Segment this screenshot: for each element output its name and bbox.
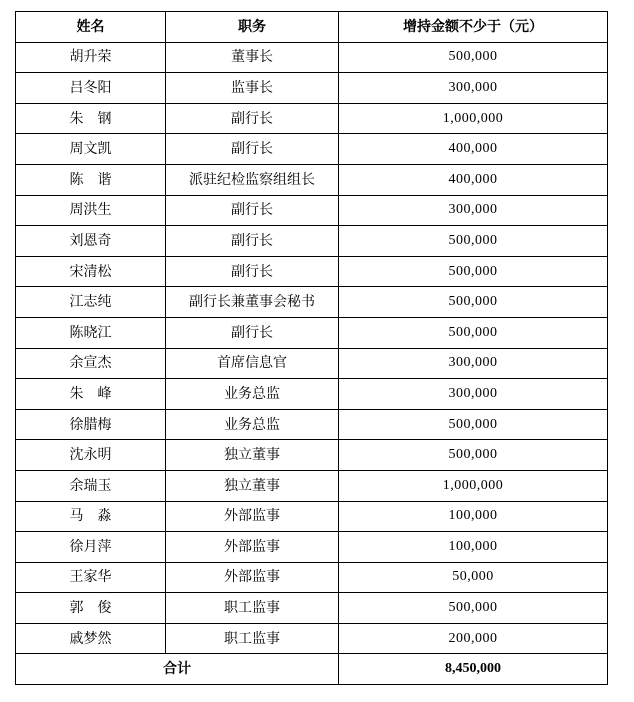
cell-amount: 500,000 [339,317,608,348]
cell-position: 外部监事 [166,501,339,532]
cell-name: 陈晓江 [16,317,166,348]
header-amount: 增持金额不少于（元） [339,12,608,43]
shareholding-increase-table [15,11,608,685]
cell-position: 副行长 [166,103,339,134]
table-row [16,409,608,440]
table-row [16,593,608,624]
table-row [16,317,608,348]
header-position: 职务 [166,12,339,43]
cell-amount: 100,000 [339,501,608,532]
cell-position: 副行长 [166,226,339,257]
table-row [16,42,608,73]
cell-name: 吕冬阳 [16,73,166,104]
cell-amount: 500,000 [339,593,608,624]
table-row [16,103,608,134]
table-body [16,42,608,654]
header-name: 姓名 [16,12,166,43]
table-row [16,440,608,471]
table-row [16,501,608,532]
cell-position: 首席信息官 [166,348,339,379]
cell-name: 戚梦然 [16,623,166,654]
cell-amount: 300,000 [339,73,608,104]
cell-amount: 500,000 [339,287,608,318]
table-row [16,256,608,287]
cell-position: 职工监事 [166,623,339,654]
cell-name: 刘恩奇 [16,226,166,257]
cell-amount: 400,000 [339,164,608,195]
cell-position: 外部监事 [166,562,339,593]
cell-name: 郭 俊 [16,593,166,624]
table-header-row [16,12,608,43]
cell-position: 副行长 [166,256,339,287]
cell-amount: 500,000 [339,42,608,73]
table-row [16,287,608,318]
cell-name: 余宣杰 [16,348,166,379]
cell-amount: 1,000,000 [339,470,608,501]
cell-name: 陈 谐 [16,164,166,195]
cell-amount: 500,000 [339,440,608,471]
table-row [16,532,608,563]
cell-amount: 50,000 [339,562,608,593]
cell-amount: 400,000 [339,134,608,165]
cell-name: 周洪生 [16,195,166,226]
table-row [16,164,608,195]
cell-name: 王家华 [16,562,166,593]
table-row [16,470,608,501]
cell-amount: 500,000 [339,256,608,287]
cell-position: 副行长 [166,317,339,348]
cell-position: 独立董事 [166,440,339,471]
table-row [16,348,608,379]
cell-position: 副行长 [166,134,339,165]
total-row [16,654,608,685]
table-row [16,379,608,410]
cell-amount: 200,000 [339,623,608,654]
cell-position: 监事长 [166,73,339,104]
cell-name: 马 淼 [16,501,166,532]
total-label: 合计 [16,654,339,685]
cell-name: 余瑞玉 [16,470,166,501]
cell-name: 周文凯 [16,134,166,165]
cell-name: 朱 钢 [16,103,166,134]
table-row [16,562,608,593]
cell-name: 江志纯 [16,287,166,318]
cell-position: 副行长 [166,195,339,226]
cell-name: 胡升荣 [16,42,166,73]
cell-name: 徐月萍 [16,532,166,563]
cell-name: 沈永明 [16,440,166,471]
table-row [16,195,608,226]
cell-amount: 500,000 [339,226,608,257]
cell-position: 派驻纪检监察组组长 [166,164,339,195]
cell-name: 徐腊梅 [16,409,166,440]
cell-position: 业务总监 [166,379,339,410]
cell-position: 副行长兼董事会秘书 [166,287,339,318]
total-amount: 8,450,000 [339,654,608,685]
cell-name: 宋清松 [16,256,166,287]
cell-amount: 500,000 [339,409,608,440]
cell-amount: 300,000 [339,195,608,226]
cell-amount: 100,000 [339,532,608,563]
table-row [16,73,608,104]
cell-position: 职工监事 [166,593,339,624]
table-row [16,226,608,257]
cell-amount: 300,000 [339,379,608,410]
cell-name: 朱 峰 [16,379,166,410]
cell-position: 外部监事 [166,532,339,563]
cell-position: 独立董事 [166,470,339,501]
cell-amount: 1,000,000 [339,103,608,134]
cell-position: 董事长 [166,42,339,73]
table-row [16,134,608,165]
cell-position: 业务总监 [166,409,339,440]
table-row [16,623,608,654]
cell-amount: 300,000 [339,348,608,379]
